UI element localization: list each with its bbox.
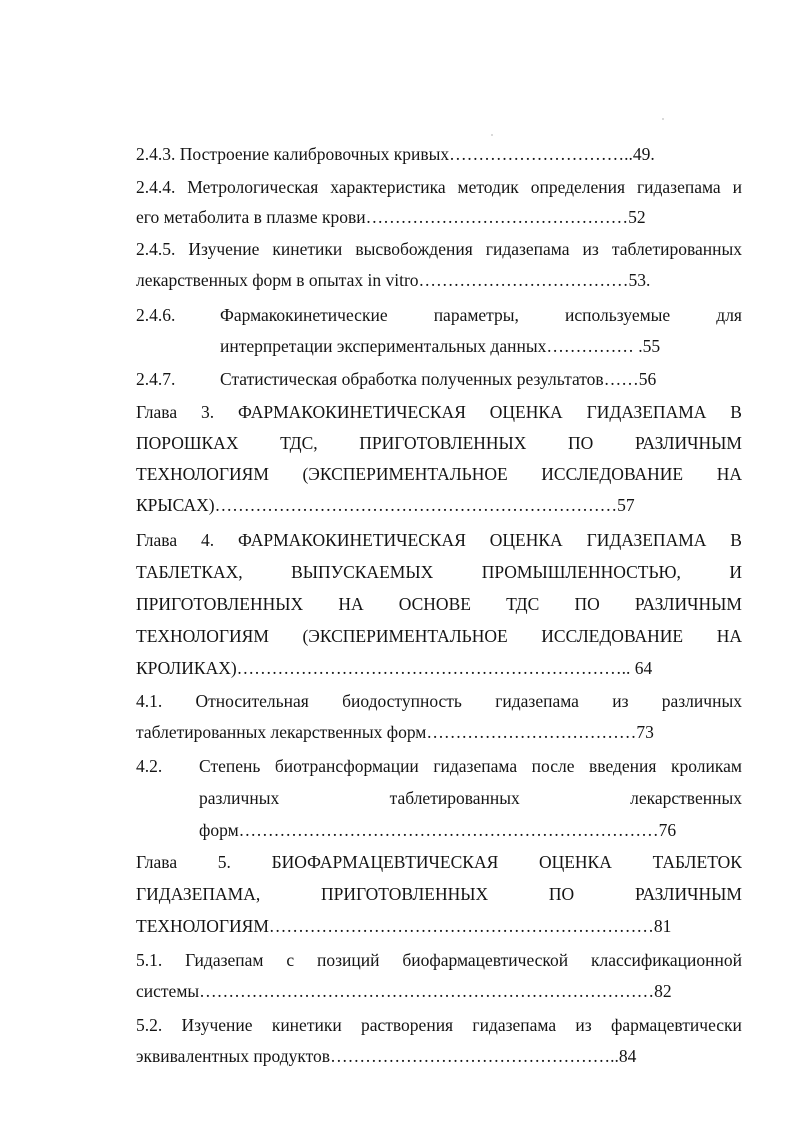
- word: используемые: [565, 305, 671, 325]
- word: РАЗЛИЧНЫМ: [634, 594, 742, 614]
- word: параметры,: [433, 305, 519, 325]
- toc-entry-2-4-6-number: 2.4.6.: [136, 305, 176, 325]
- toc-entry-2-4-7: [136, 368, 742, 390]
- word: гидазепама: [636, 177, 721, 197]
- toc-entry-4-2-line2: [199, 787, 742, 809]
- word: 5.1.: [136, 950, 163, 970]
- toc-entry-5-1-line2: системы……………………………………………………………………82: [136, 981, 672, 1001]
- word: различных: [199, 788, 280, 808]
- word: ИССЛЕДОВАНИЕ: [541, 626, 684, 646]
- toc-entry-2-4-5-line2: лекарственных форм в опытах in vitro………………………………53.: [136, 270, 651, 290]
- word: таблетированных: [389, 788, 520, 808]
- word: таблетированных: [611, 239, 742, 259]
- toc-entry-4-1-line1: [136, 690, 742, 712]
- word: кроликам: [670, 756, 742, 776]
- word: ПО: [568, 433, 594, 453]
- word: ПО: [548, 884, 575, 904]
- word: 2.4.4.: [136, 177, 176, 197]
- word: и: [732, 177, 742, 197]
- toc-entry-5-2-line1: [136, 1014, 742, 1036]
- word: Изучение: [181, 1015, 253, 1035]
- word: методик: [457, 177, 519, 197]
- word: ПО: [574, 594, 600, 614]
- word: с: [286, 950, 295, 970]
- word: ПРИГОТОВЛЕННЫХ: [359, 433, 527, 453]
- word: ТДС,: [280, 433, 318, 453]
- word: В: [730, 530, 742, 550]
- toc-chapter-3-line2: [136, 432, 742, 454]
- word: НА: [338, 594, 364, 614]
- toc-entry-4-2-line3: форм………………………………………………………………76: [199, 820, 677, 840]
- word: ВЫПУСКАЕМЫХ: [291, 562, 434, 582]
- word: гидазепама: [495, 691, 579, 711]
- word: определения: [530, 177, 626, 197]
- word: ГИДАЗЕПАМА,: [136, 884, 261, 904]
- word: 4.: [201, 530, 215, 550]
- word: ПРИГОТОВЛЕННЫХ: [320, 884, 489, 904]
- scan-speck: [491, 134, 493, 136]
- toc-chapter-4-line2: [136, 561, 742, 583]
- toc-entry-number: 2.4.7.: [136, 369, 176, 389]
- toc-entry-2-4-6-line1: [220, 304, 742, 326]
- word: ГИДАЗЕПАМА: [586, 402, 707, 422]
- word: ФАРМАКОКИНЕТИЧЕСКАЯ: [238, 402, 466, 422]
- toc-entry-2-4-4-line2: его метаболита в плазме крови………………………………………52: [136, 207, 646, 227]
- word: ТЕХНОЛОГИЯМ: [136, 464, 269, 484]
- word: гидазепама: [472, 1015, 557, 1035]
- word: фармацевтически: [610, 1015, 742, 1035]
- toc-entry-5-2-line2: эквивалентных продуктов…………………………………………..84: [136, 1046, 637, 1066]
- toc-entry-4-2-line1: [199, 755, 742, 777]
- word: ФАРМАКОКИНЕТИЧЕСКАЯ: [238, 530, 466, 550]
- toc-entry-4-2-number: 4.2.: [136, 756, 163, 776]
- toc-chapter-4-line3: [136, 593, 742, 615]
- word: высвобождения: [355, 239, 473, 259]
- word: Метрологическая: [187, 177, 319, 197]
- word: после: [531, 756, 575, 776]
- toc-entry-2-4-5-line1: [136, 238, 742, 260]
- word: РАЗЛИЧНЫМ: [634, 433, 742, 453]
- word: Глава: [136, 852, 178, 872]
- word: введения: [589, 756, 657, 776]
- word: позиций: [316, 950, 380, 970]
- toc-chapter-4-line1: [136, 529, 742, 551]
- word: БИОФАРМАЦЕВТИЧЕСКАЯ: [271, 852, 499, 872]
- word: Изучение: [188, 239, 260, 259]
- toc-entry-2-4-3: 2.4.3. Построение калибровочных кривых…………………………..49.: [136, 144, 655, 164]
- word: Глава: [136, 402, 178, 422]
- word: ТДС: [506, 594, 540, 614]
- word: лекарственных: [630, 788, 742, 808]
- word: из: [612, 691, 629, 711]
- word: 2.4.5.: [136, 239, 176, 259]
- toc-entry-5-1-line1: [136, 949, 742, 971]
- word: НА: [716, 464, 742, 484]
- word: гидазепама: [485, 239, 570, 259]
- toc-chapter-4-line4: [136, 625, 742, 647]
- word: ТАБЛЕТОК: [652, 852, 742, 872]
- toc-chapter-5-line1: [136, 851, 742, 873]
- word: ГИДАЗЕПАМА: [586, 530, 707, 550]
- word: гидазепама: [433, 756, 518, 776]
- word: биотрансформации: [274, 756, 419, 776]
- word: ОСНОВЕ: [398, 594, 471, 614]
- word: из: [575, 1015, 592, 1035]
- word: из: [582, 239, 599, 259]
- word: ПРОМЫШЛЕННОСТЬЮ,: [481, 562, 681, 582]
- word: РАЗЛИЧНЫМ: [634, 884, 742, 904]
- word: ПРИГОТОВЛЕННЫХ: [136, 594, 304, 614]
- toc-entry-2-4-6-line2: интерпретации экспериментальных данных…………… .55: [220, 336, 661, 356]
- word: В: [730, 402, 742, 422]
- toc-chapter-5-line3: ТЕХНОЛОГИЯМ…………………………………………………………81: [136, 916, 672, 936]
- word: характеристика: [330, 177, 446, 197]
- word: классификационной: [591, 950, 742, 970]
- toc-entry-4-1-line2: таблетированных лекарственных форм………………………………73: [136, 722, 654, 742]
- toc-chapter-3-line3: [136, 463, 742, 485]
- word: ОЦЕНКА: [538, 852, 612, 872]
- word: И: [729, 562, 742, 582]
- word: Фармакокинетические: [220, 305, 388, 325]
- word: (ЭКСПЕРИМЕНТАЛЬНОЕ: [302, 464, 508, 484]
- word: различных: [661, 691, 742, 711]
- toc-chapter-4-line5: КРОЛИКАХ)………………………………………………………….. 64: [136, 658, 653, 678]
- scan-speck: [662, 118, 664, 120]
- toc-entry-2-4-4-line1: [136, 176, 742, 198]
- word: Гидазепам: [185, 950, 264, 970]
- word: 4.1.: [136, 691, 163, 711]
- toc-chapter-3-line1: [136, 401, 742, 423]
- word: ОЦЕНКА: [489, 402, 563, 422]
- word: ТАБЛЕТКАХ,: [136, 562, 243, 582]
- word: кинетики: [272, 239, 343, 259]
- toc-chapter-5-line2: [136, 883, 742, 905]
- toc-entry-text: Статистическая обработка полученных результатов……56: [220, 369, 657, 389]
- word: Глава: [136, 530, 178, 550]
- word: растворения: [360, 1015, 454, 1035]
- word: ИССЛЕДОВАНИЕ: [541, 464, 684, 484]
- word: (ЭКСПЕРИМЕНТАЛЬНОЕ: [302, 626, 508, 646]
- word: НА: [716, 626, 742, 646]
- word: ТЕХНОЛОГИЯМ: [136, 626, 269, 646]
- word: биодоступность: [342, 691, 462, 711]
- word: 5.: [217, 852, 231, 872]
- word: ОЦЕНКА: [489, 530, 563, 550]
- toc-chapter-3-line4: КРЫСАХ)……………………………………………………………57: [136, 495, 635, 515]
- word: кинетики: [271, 1015, 342, 1035]
- word: ПОРОШКАХ: [136, 433, 239, 453]
- word: 5.2.: [136, 1015, 163, 1035]
- word: биофармацевтической: [402, 950, 569, 970]
- word: для: [716, 305, 742, 325]
- word: 3.: [201, 402, 215, 422]
- word: Относительная: [195, 691, 309, 711]
- word: Степень: [199, 756, 261, 776]
